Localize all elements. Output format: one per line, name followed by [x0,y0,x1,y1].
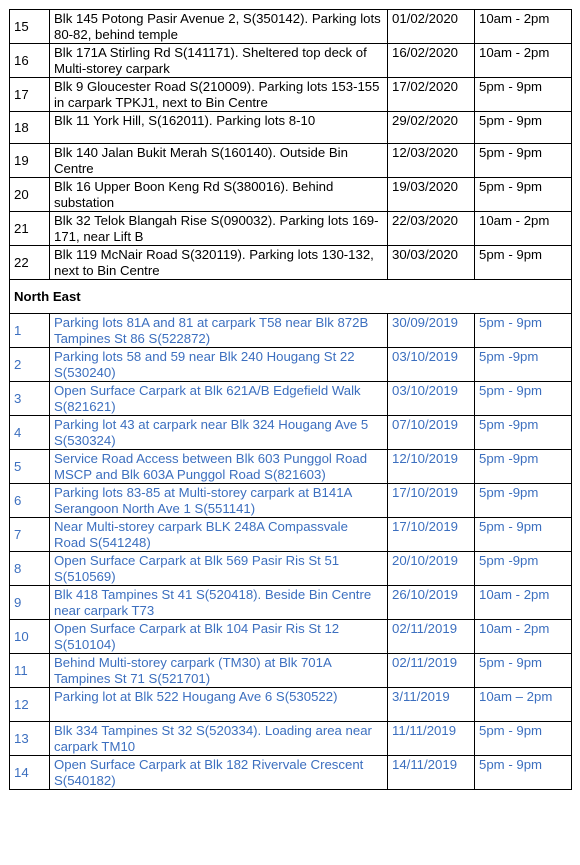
table-row [10,654,572,688]
location-cell: Blk 418 Tampines St 41 S(520418). Beside Bin Centre near carpark T73 [50,586,388,620]
row-number: 2 [10,348,50,382]
row-number: 3 [10,382,50,416]
row-number: 10 [10,620,50,654]
time-cell: 5pm - 9pm [475,518,572,552]
location-cell: Near Multi-storey carpark BLK 248A Compassvale Road S(541248) [50,518,388,552]
time-cell: 5pm - 9pm [475,178,572,212]
location-cell: Parking lot 43 at carpark near Blk 324 Hougang Ave 5 S(530324) [50,416,388,450]
time-cell: 5pm -9pm [475,484,572,518]
table-row [10,416,572,450]
date-cell: 12/10/2019 [388,450,475,484]
date-cell: 03/10/2019 [388,382,475,416]
location-cell: Parking lots 58 and 59 near Blk 240 Hougang St 22 S(530240) [50,348,388,382]
date-cell: 22/03/2020 [388,212,475,246]
location-cell: Blk 119 McNair Road S(320119). Parking lots 130-132, next to Bin Centre [50,246,388,280]
section-row [10,280,572,314]
row-number: 16 [10,44,50,78]
time-cell: 5pm - 9pm [475,654,572,688]
table-row [10,722,572,756]
row-number: 7 [10,518,50,552]
date-cell: 26/10/2019 [388,586,475,620]
date-cell: 30/09/2019 [388,314,475,348]
location-cell: Parking lots 83-85 at Multi-storey carpark at B141A Serangoon North Ave 1 S(551141) [50,484,388,518]
location-cell: Blk 171A Stirling Rd S(141171). Sheltered top deck of Multi-storey carpark [50,44,388,78]
time-cell: 5pm -9pm [475,416,572,450]
location-cell: Blk 140 Jalan Bukit Merah S(160140). Outside Bin Centre [50,144,388,178]
time-cell: 5pm - 9pm [475,144,572,178]
row-number: 8 [10,552,50,586]
location-cell: Open Surface Carpark at Blk 104 Pasir Ris St 12 S(510104) [50,620,388,654]
table-row [10,484,572,518]
row-number: 12 [10,688,50,722]
location-cell: Parking lots 81A and 81 at carpark T58 near Blk 872B Tampines St 86 S(522872) [50,314,388,348]
row-number: 6 [10,484,50,518]
time-cell: 5pm - 9pm [475,756,572,790]
table-row [10,756,572,790]
location-cell: Open Surface Carpark at Blk 621A/B Edgefield Walk S(821621) [50,382,388,416]
schedule-table [9,9,572,790]
table-row [10,212,572,246]
time-cell: 5pm -9pm [475,348,572,382]
time-cell: 10am - 2pm [475,212,572,246]
row-number: 17 [10,78,50,112]
location-cell: Blk 16 Upper Boon Keng Rd S(380016). Behind substation [50,178,388,212]
time-cell: 10am - 2pm [475,586,572,620]
location-cell: Blk 9 Gloucester Road S(210009). Parking lots 153-155 in carpark TPKJ1, next to Bin Centre [50,78,388,112]
table-row [10,178,572,212]
table-row [10,620,572,654]
date-cell: 17/10/2019 [388,518,475,552]
date-cell: 14/11/2019 [388,756,475,790]
row-number: 13 [10,722,50,756]
table-row [10,112,572,144]
time-cell: 5pm - 9pm [475,314,572,348]
time-cell: 10am - 2pm [475,620,572,654]
time-cell: 5pm - 9pm [475,246,572,280]
date-cell: 17/02/2020 [388,78,475,112]
table-row [10,450,572,484]
row-number: 20 [10,178,50,212]
table-row [10,314,572,348]
table-row [10,688,572,722]
date-cell: 29/02/2020 [388,112,475,144]
table-row [10,10,572,44]
section-heading: North East [10,280,572,314]
table-row [10,382,572,416]
date-cell: 17/10/2019 [388,484,475,518]
location-cell: Open Surface Carpark at Blk 569 Pasir Ris St 51 S(510569) [50,552,388,586]
date-cell: 03/10/2019 [388,348,475,382]
date-cell: 30/03/2020 [388,246,475,280]
row-number: 15 [10,10,50,44]
row-number: 5 [10,450,50,484]
row-number: 11 [10,654,50,688]
date-cell: 16/02/2020 [388,44,475,78]
date-cell: 02/11/2019 [388,620,475,654]
table-row [10,44,572,78]
location-cell: Blk 11 York Hill, S(162011). Parking lots 8-10 [50,112,388,144]
row-number: 18 [10,112,50,144]
row-number: 22 [10,246,50,280]
location-cell: Service Road Access between Blk 603 Punggol Road MSCP and Blk 603A Punggol Road S(821603) [50,450,388,484]
time-cell: 5pm - 9pm [475,382,572,416]
table-row [10,518,572,552]
time-cell: 10am – 2pm [475,688,572,722]
date-cell: 02/11/2019 [388,654,475,688]
date-cell: 11/11/2019 [388,722,475,756]
time-cell: 5pm - 9pm [475,722,572,756]
date-cell: 07/10/2019 [388,416,475,450]
location-cell: Blk 334 Tampines St 32 S(520334). Loading area near carpark TM10 [50,722,388,756]
table-row [10,246,572,280]
location-cell: Behind Multi-storey carpark (TM30) at Blk 701A Tampines St 71 S(521701) [50,654,388,688]
time-cell: 5pm -9pm [475,450,572,484]
location-cell: Open Surface Carpark at Blk 182 Rivervale Crescent S(540182) [50,756,388,790]
date-cell: 20/10/2019 [388,552,475,586]
row-number: 9 [10,586,50,620]
time-cell: 10am - 2pm [475,10,572,44]
table-row [10,348,572,382]
row-number: 21 [10,212,50,246]
row-number: 1 [10,314,50,348]
date-cell: 12/03/2020 [388,144,475,178]
time-cell: 5pm -9pm [475,552,572,586]
table-row [10,552,572,586]
date-cell: 19/03/2020 [388,178,475,212]
date-cell: 01/02/2020 [388,10,475,44]
time-cell: 5pm - 9pm [475,112,572,144]
location-cell: Blk 32 Telok Blangah Rise S(090032). Parking lots 169-171, near Lift B [50,212,388,246]
table-row [10,144,572,178]
time-cell: 10am - 2pm [475,44,572,78]
row-number: 14 [10,756,50,790]
schedule-table-body [10,10,572,790]
location-cell: Blk 145 Potong Pasir Avenue 2, S(350142). Parking lots 80-82, behind temple [50,10,388,44]
table-row [10,586,572,620]
location-cell: Parking lot at Blk 522 Hougang Ave 6 S(530522) [50,688,388,722]
date-cell: 3/11/2019 [388,688,475,722]
row-number: 4 [10,416,50,450]
time-cell: 5pm - 9pm [475,78,572,112]
table-row [10,78,572,112]
row-number: 19 [10,144,50,178]
